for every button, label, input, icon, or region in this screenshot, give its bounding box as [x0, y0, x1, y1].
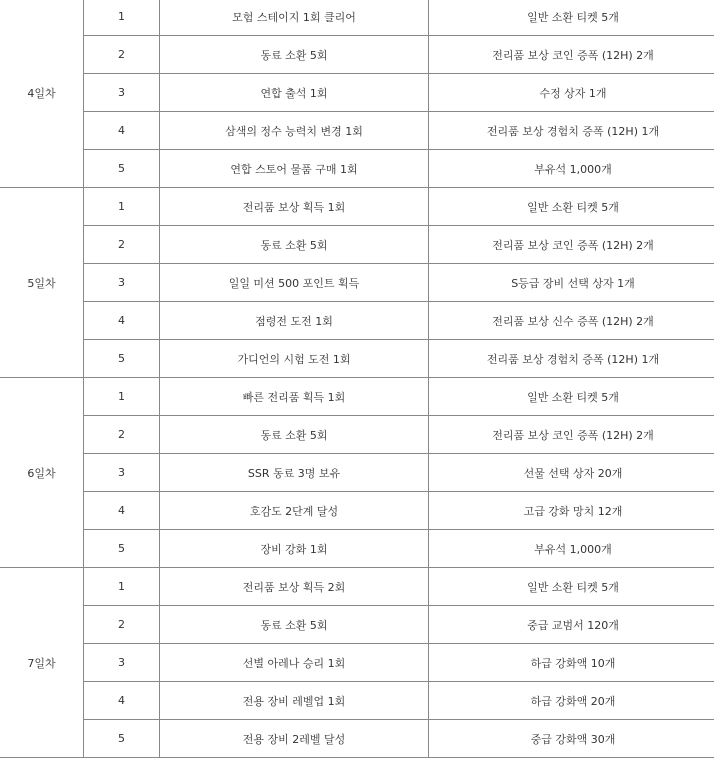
- mission-number-cell: 3: [84, 454, 160, 492]
- reward-cell: 선물 선택 상자 20개: [429, 454, 714, 492]
- mission-number-cell: 5: [84, 150, 160, 188]
- mission-number-cell: 1: [84, 188, 160, 226]
- reward-cell: 일반 소환 티켓 5개: [429, 568, 714, 606]
- mission-cell: 점령전 도전 1회: [160, 302, 429, 340]
- mission-number-cell: 2: [84, 606, 160, 644]
- table-row: [0, 302, 714, 340]
- table-row: [0, 644, 714, 682]
- reward-cell: 전리품 보상 경험치 증폭 (12H) 1개: [429, 112, 714, 150]
- reward-cell: 전리품 보상 코인 증폭 (12H) 2개: [429, 226, 714, 264]
- mission-number-cell: 3: [84, 264, 160, 302]
- table-row: [0, 492, 714, 530]
- reward-cell: 하급 강화액 10개: [429, 644, 714, 682]
- mission-number-cell: 5: [84, 720, 160, 758]
- table-row: [0, 150, 714, 188]
- mission-number-cell: 2: [84, 226, 160, 264]
- mission-cell: 연합 출석 1회: [160, 74, 429, 112]
- mission-cell: 선별 아레나 승리 1회: [160, 644, 429, 682]
- reward-cell: 하급 강화액 20개: [429, 682, 714, 720]
- mission-cell: 가디언의 시험 도전 1회: [160, 340, 429, 378]
- mission-number-cell: 3: [84, 74, 160, 112]
- mission-cell: 빠른 전리품 획득 1회: [160, 378, 429, 416]
- mission-number-cell: 1: [84, 568, 160, 606]
- table-row: [0, 720, 714, 758]
- mission-cell: 일일 미션 500 포인트 획득: [160, 264, 429, 302]
- reward-cell: 고급 강화 망치 12개: [429, 492, 714, 530]
- table-row: [0, 378, 714, 416]
- table-row: [0, 416, 714, 454]
- mission-cell: 동료 소환 5회: [160, 36, 429, 74]
- mission-number-cell: 4: [84, 112, 160, 150]
- table-row: [0, 188, 714, 226]
- table-row: [0, 530, 714, 568]
- reward-cell: 부유석 1,000개: [429, 150, 714, 188]
- mission-number-cell: 4: [84, 682, 160, 720]
- mission-cell: 호감도 2단계 달성: [160, 492, 429, 530]
- day-label-cell: 4일차: [0, 0, 84, 188]
- mission-cell: 삼색의 정수 능력치 변경 1회: [160, 112, 429, 150]
- table-row: [0, 74, 714, 112]
- mission-cell: 연합 스토어 물품 구매 1회: [160, 150, 429, 188]
- mission-cell: 모험 스테이지 1회 클리어: [160, 0, 429, 36]
- mission-cell: 동료 소환 5회: [160, 606, 429, 644]
- table-row: [0, 226, 714, 264]
- mission-number-cell: 1: [84, 0, 160, 36]
- mission-number-cell: 2: [84, 416, 160, 454]
- mission-cell: 동료 소환 5회: [160, 416, 429, 454]
- table-row: [0, 36, 714, 74]
- reward-cell: 전리품 보상 신수 증폭 (12H) 2개: [429, 302, 714, 340]
- mission-cell: 전리품 보상 획득 1회: [160, 188, 429, 226]
- mission-cell: 동료 소환 5회: [160, 226, 429, 264]
- mission-cell: 전용 장비 레벨업 1회: [160, 682, 429, 720]
- reward-cell: S등급 장비 선택 상자 1개: [429, 264, 714, 302]
- reward-cell: 중급 강화액 30개: [429, 720, 714, 758]
- reward-cell: 전리품 보상 코인 증폭 (12H) 2개: [429, 416, 714, 454]
- mission-number-cell: 5: [84, 530, 160, 568]
- table-row: [0, 454, 714, 492]
- table-row: [0, 264, 714, 302]
- reward-cell: 일반 소환 티켓 5개: [429, 378, 714, 416]
- reward-cell: 전리품 보상 코인 증폭 (12H) 2개: [429, 36, 714, 74]
- table-row: [0, 682, 714, 720]
- mission-number-cell: 5: [84, 340, 160, 378]
- reward-cell: 일반 소환 티켓 5개: [429, 0, 714, 36]
- mission-number-cell: 2: [84, 36, 160, 74]
- mission-cell: 전용 장비 2레벨 달성: [160, 720, 429, 758]
- reward-cell: 일반 소환 티켓 5개: [429, 188, 714, 226]
- mission-number-cell: 4: [84, 302, 160, 340]
- day-label-cell: 5일차: [0, 188, 84, 378]
- table-row: [0, 568, 714, 606]
- day-label-cell: 7일차: [0, 568, 84, 758]
- mission-number-cell: 4: [84, 492, 160, 530]
- mission-cell: 전리품 보상 획득 2회: [160, 568, 429, 606]
- reward-cell: 전리품 보상 경험치 증폭 (12H) 1개: [429, 340, 714, 378]
- table-row: [0, 606, 714, 644]
- table-row: [0, 340, 714, 378]
- mission-number-cell: 1: [84, 378, 160, 416]
- mission-number-cell: 3: [84, 644, 160, 682]
- table-row: [0, 0, 714, 36]
- mission-cell: SSR 동료 3명 보유: [160, 454, 429, 492]
- day-label-cell: 6일차: [0, 378, 84, 568]
- table-row: [0, 112, 714, 150]
- reward-cell: 중급 교범서 120개: [429, 606, 714, 644]
- reward-cell: 수정 상자 1개: [429, 74, 714, 112]
- mission-cell: 장비 강화 1회: [160, 530, 429, 568]
- reward-cell: 부유석 1,000개: [429, 530, 714, 568]
